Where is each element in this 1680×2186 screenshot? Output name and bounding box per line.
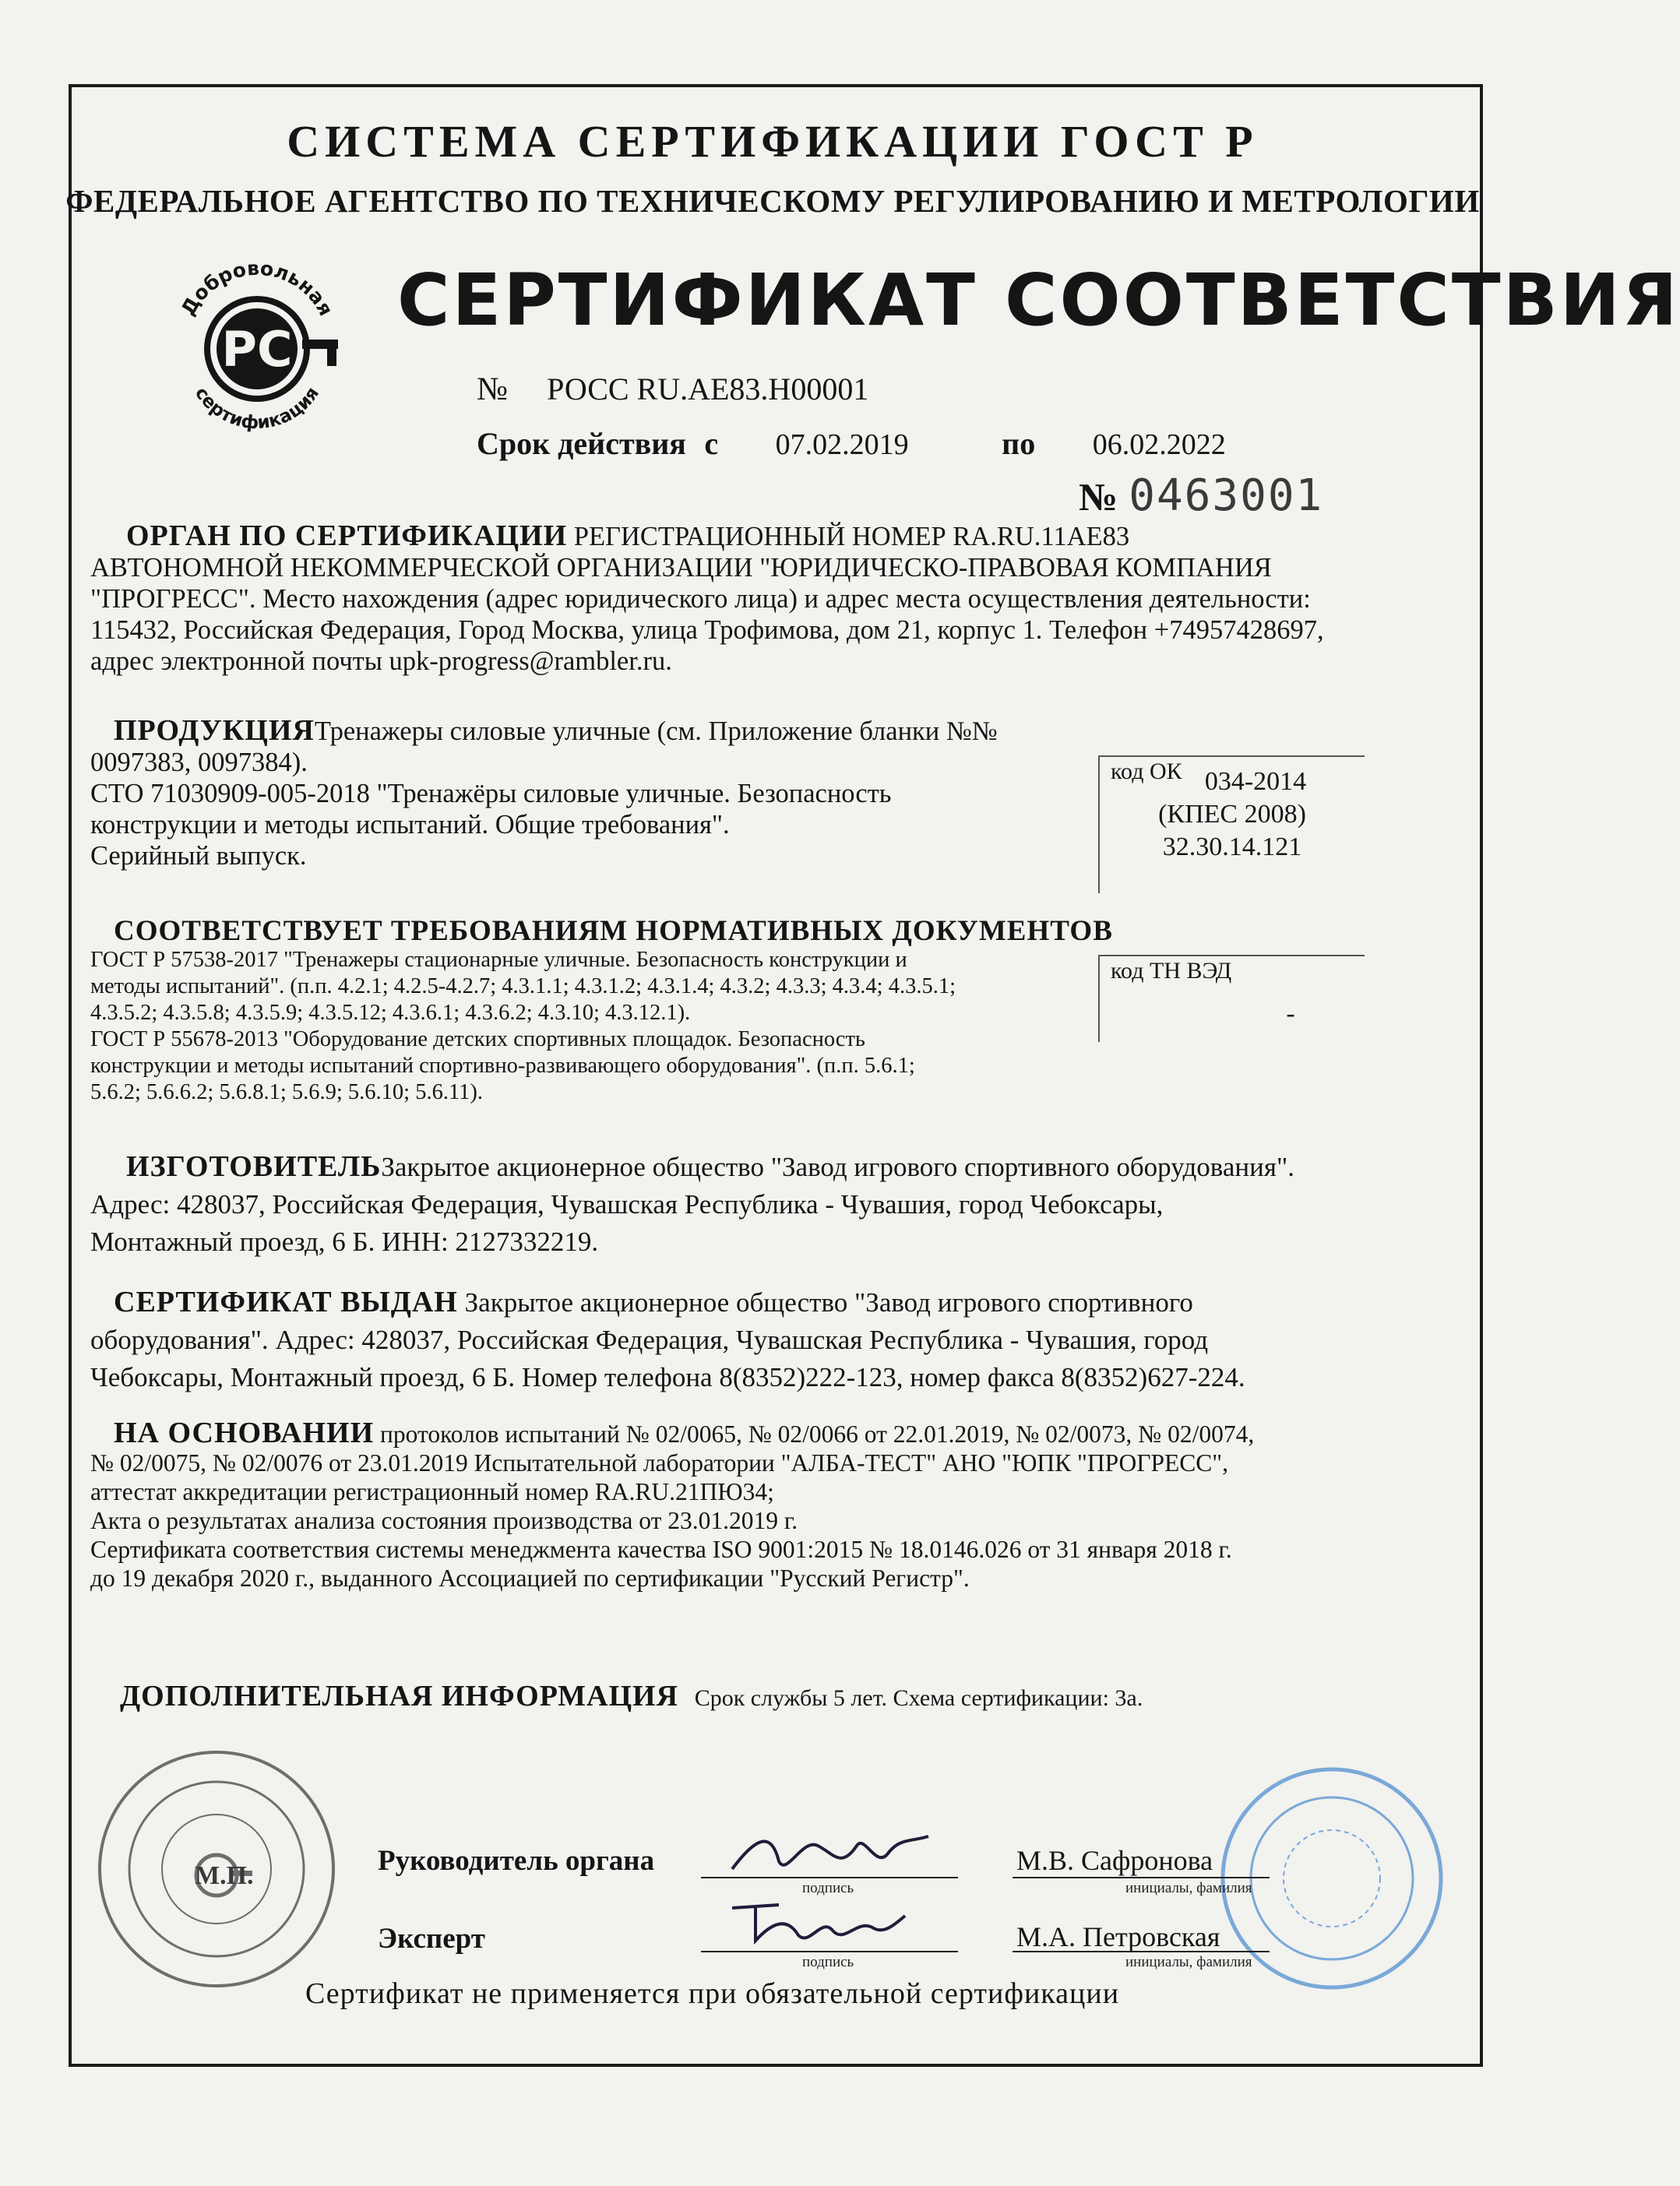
- issued-label: СЕРТИФИКАТ ВЫДАН: [114, 1286, 458, 1318]
- basis-line-2: № 02/0075, № 02/0076 от 23.01.2019 Испытательной лаборатории "АЛБА-ТЕСТ" АНО "ЮПК "ПРОГРЕСС",: [90, 1449, 1228, 1477]
- certificate-title: СЕРТИФИКАТ СООТВЕТСТВИЯ: [397, 259, 1680, 342]
- organ-section: [90, 520, 1375, 677]
- rs-logo-icon: [164, 248, 350, 442]
- expert-name-caption: инициалы, фамилия: [1125, 1954, 1252, 1970]
- certificate-number-row: [477, 371, 868, 408]
- conformity-line-4: ГОСТ Р 55678-2013 "Оборудование детских спортивных площадок. Безопасность: [90, 1027, 865, 1051]
- organ-line-3: "ПРОГРЕСС". Место нахождения (адрес юридического лица) и адрес места осуществления деятельности:: [90, 584, 1311, 614]
- tn-code-value: -: [1286, 999, 1295, 1028]
- conformity-line-1: ГОСТ Р 57538-2017 "Тренажеры стационарные уличные. Безопасность конструкции и: [90, 948, 907, 972]
- ok-code-2: (КПЕС 2008): [1158, 800, 1306, 829]
- head-signature-caption: подпись: [802, 1880, 854, 1896]
- valid-from: 07.02.2019: [775, 428, 909, 461]
- basis-label: НА ОСНОВАНИИ: [114, 1417, 375, 1449]
- additional-section: [90, 1681, 1375, 1714]
- product-line-4: конструкции и методы испытаний. Общие требования".: [90, 810, 730, 840]
- agency-title: ФЕДЕРАЛЬНОЕ АГЕНТСТВО ПО ТЕХНИЧЕСКОМУ РЕГУЛИРОВАНИЮ И МЕТРОЛОГИИ: [65, 183, 1480, 219]
- product-section: [90, 715, 1087, 871]
- serial-number: 0463001: [1129, 470, 1324, 521]
- conformity-line-6: 5.6.2; 5.6.6.2; 5.6.8.1; 5.6.9; 5.6.10; 5.6.11).: [90, 1080, 484, 1104]
- basis-section: [90, 1419, 1375, 1593]
- expert-signature-icon: [724, 1892, 911, 1955]
- basis-line-4: Акта о результатах анализа состояния производства от 23.01.2019 г.: [90, 1507, 798, 1534]
- issued-line-3: Чебоксары, Монтажный проезд, 6 Б. Номер телефона 8(8352)222-123, номер факса 8(8352)627-224.: [90, 1362, 1245, 1392]
- head-signature-icon: [724, 1822, 935, 1885]
- certificate-number: РОСС RU.АЕ83.Н00001: [547, 371, 869, 407]
- conformity-line-2: методы испытаний". (п.п. 4.2.1; 4.2.5-4.2.7; 4.3.1.1; 4.3.1.2; 4.3.1.4; 4.3.2; 4.3.3; 4.3.4; 4.3.5.1;: [90, 974, 956, 998]
- tn-code-box: [1098, 955, 1365, 1042]
- valid-label: Срок действия: [477, 426, 686, 461]
- expert-name: М.А. Петровская: [1016, 1921, 1220, 1952]
- validity-row: [477, 425, 1226, 462]
- logo-bottom-text: сертификация: [190, 383, 324, 434]
- expert-signature-caption: подпись: [802, 1954, 854, 1970]
- basis-line-5: Сертификата соответствия системы менеджмента качества ISO 9001:2015 № 18.0146.026 от 31 января 2018 г.: [90, 1536, 1232, 1563]
- conformity-line-5: конструкции и методы испытаний спортивно-развивающего оборудования". (п.п. 5.6.1;: [90, 1054, 915, 1078]
- mandatory-note: Сертификат не применяется при обязательной сертификации: [305, 1977, 1120, 2010]
- conformity-line-3: 4.3.5.2; 4.3.5.8; 4.3.5.9; 4.3.5.12; 4.3.6.1; 4.3.6.2; 4.3.10; 4.3.12.1).: [90, 1001, 691, 1025]
- ok-code-box: [1098, 755, 1365, 893]
- number-sign: №: [477, 371, 509, 407]
- basis-line-6: до 19 декабря 2020 г., выданного Ассоциацией по сертификации "Русский Регистр".: [90, 1565, 970, 1592]
- system-title: СИСТЕМА СЕРТИФИКАЦИИ ГОСТ Р: [287, 116, 1259, 167]
- manufacturer-label: ИЗГОТОВИТЕЛЬ: [126, 1150, 382, 1183]
- basis-line-1: протоколов испытаний № 02/0065, № 02/0066 от 22.01.2019, № 02/0073, № 02/0074,: [380, 1420, 1255, 1448]
- organ-line-4: 115432, Российская Федерация, Город Москва, улица Трофимова, дом 21, корпус 1. Телефон +74957428697,: [90, 615, 1324, 645]
- manufacturer-section: [90, 1148, 1375, 1261]
- organ-line-5: адрес электронной почты upk-progress@rambler.ru.: [90, 646, 672, 676]
- conformity-label: СООТВЕТСТВУЕТ ТРЕБОВАНИЯМ НОРМАТИВНЫХ ДОКУМЕНТОВ: [114, 915, 1113, 947]
- serial-sign: №: [1079, 475, 1118, 519]
- manufacturer-line-3: Монтажный проезд, 6 Б. ИНН: 2127332219.: [90, 1227, 599, 1257]
- ok-code-label: код ОК: [1111, 759, 1182, 784]
- manufacturer-line-1: Закрытое акционерное общество "Завод игрового спортивного оборудования".: [381, 1152, 1294, 1182]
- ok-code-1: 034-2014: [1204, 767, 1307, 796]
- organ-label: ОРГАН ПО СЕРТИФИКАЦИИ: [126, 519, 568, 552]
- additional-text: Срок службы 5 лет. Схема сертификации: 3а.: [694, 1685, 1143, 1711]
- logo-top-text: Добровольная: [176, 256, 338, 320]
- valid-from-label: с: [704, 426, 719, 461]
- product-line-2: 0097383, 0097384).: [90, 748, 308, 777]
- head-name-line: [1013, 1877, 1270, 1878]
- basis-line-3: аттестат аккредитации регистрационный номер RA.RU.21ПЮ34;: [90, 1478, 774, 1505]
- product-label: ПРОДУКЦИЯ: [114, 714, 315, 747]
- stamp-label: М.П.: [195, 1861, 254, 1890]
- expert-label: Эксперт: [378, 1923, 485, 1955]
- ok-code-3: 32.30.14.121: [1162, 833, 1302, 861]
- tn-code-label: код ТН ВЭД: [1111, 958, 1232, 984]
- head-name-caption: инициалы, фамилия: [1125, 1880, 1252, 1896]
- organ-line-1: РЕГИСТРАЦИОННЫЙ НОМЕР RA.RU.11АЕ83: [573, 522, 1130, 551]
- logo-letters: PC: [221, 321, 293, 378]
- expert-name-line: [1013, 1951, 1270, 1952]
- valid-to: 06.02.2022: [1092, 428, 1226, 461]
- head-name: М.В. Сафронова: [1016, 1845, 1213, 1876]
- valid-to-label: по: [1002, 426, 1036, 461]
- issued-line-1: Закрытое акционерное общество "Завод игрового спортивного: [464, 1287, 1193, 1318]
- issued-section: [90, 1283, 1375, 1396]
- manufacturer-line-2: Адрес: 428037, Российская Федерация, Чувашская Республика - Чувашия, город Чебоксары,: [90, 1189, 1164, 1220]
- product-line-3: СТО 71030909-005-2018 "Тренажёры силовые уличные. Безопасность: [90, 779, 892, 808]
- organ-line-2: АВТОНОМНОЙ НЕКОММЕРЧЕСКОЙ ОРГАНИЗАЦИИ "ЮРИДИЧЕСКО-ПРАВОВАЯ КОМПАНИЯ: [90, 553, 1272, 583]
- product-line-5: Серийный выпуск.: [90, 841, 307, 871]
- serial-number-row: [1079, 470, 1323, 521]
- issued-line-2: оборудования". Адрес: 428037, Российская Федерация, Чувашская Республика - Чувашия, город: [90, 1325, 1209, 1355]
- additional-label: ДОПОЛНИТЕЛЬНАЯ ИНФОРМАЦИЯ: [120, 1680, 679, 1713]
- product-line-1: Тренажеры силовые уличные (см. Приложение бланки №№: [314, 716, 998, 746]
- head-label: Руководитель органа: [378, 1845, 655, 1877]
